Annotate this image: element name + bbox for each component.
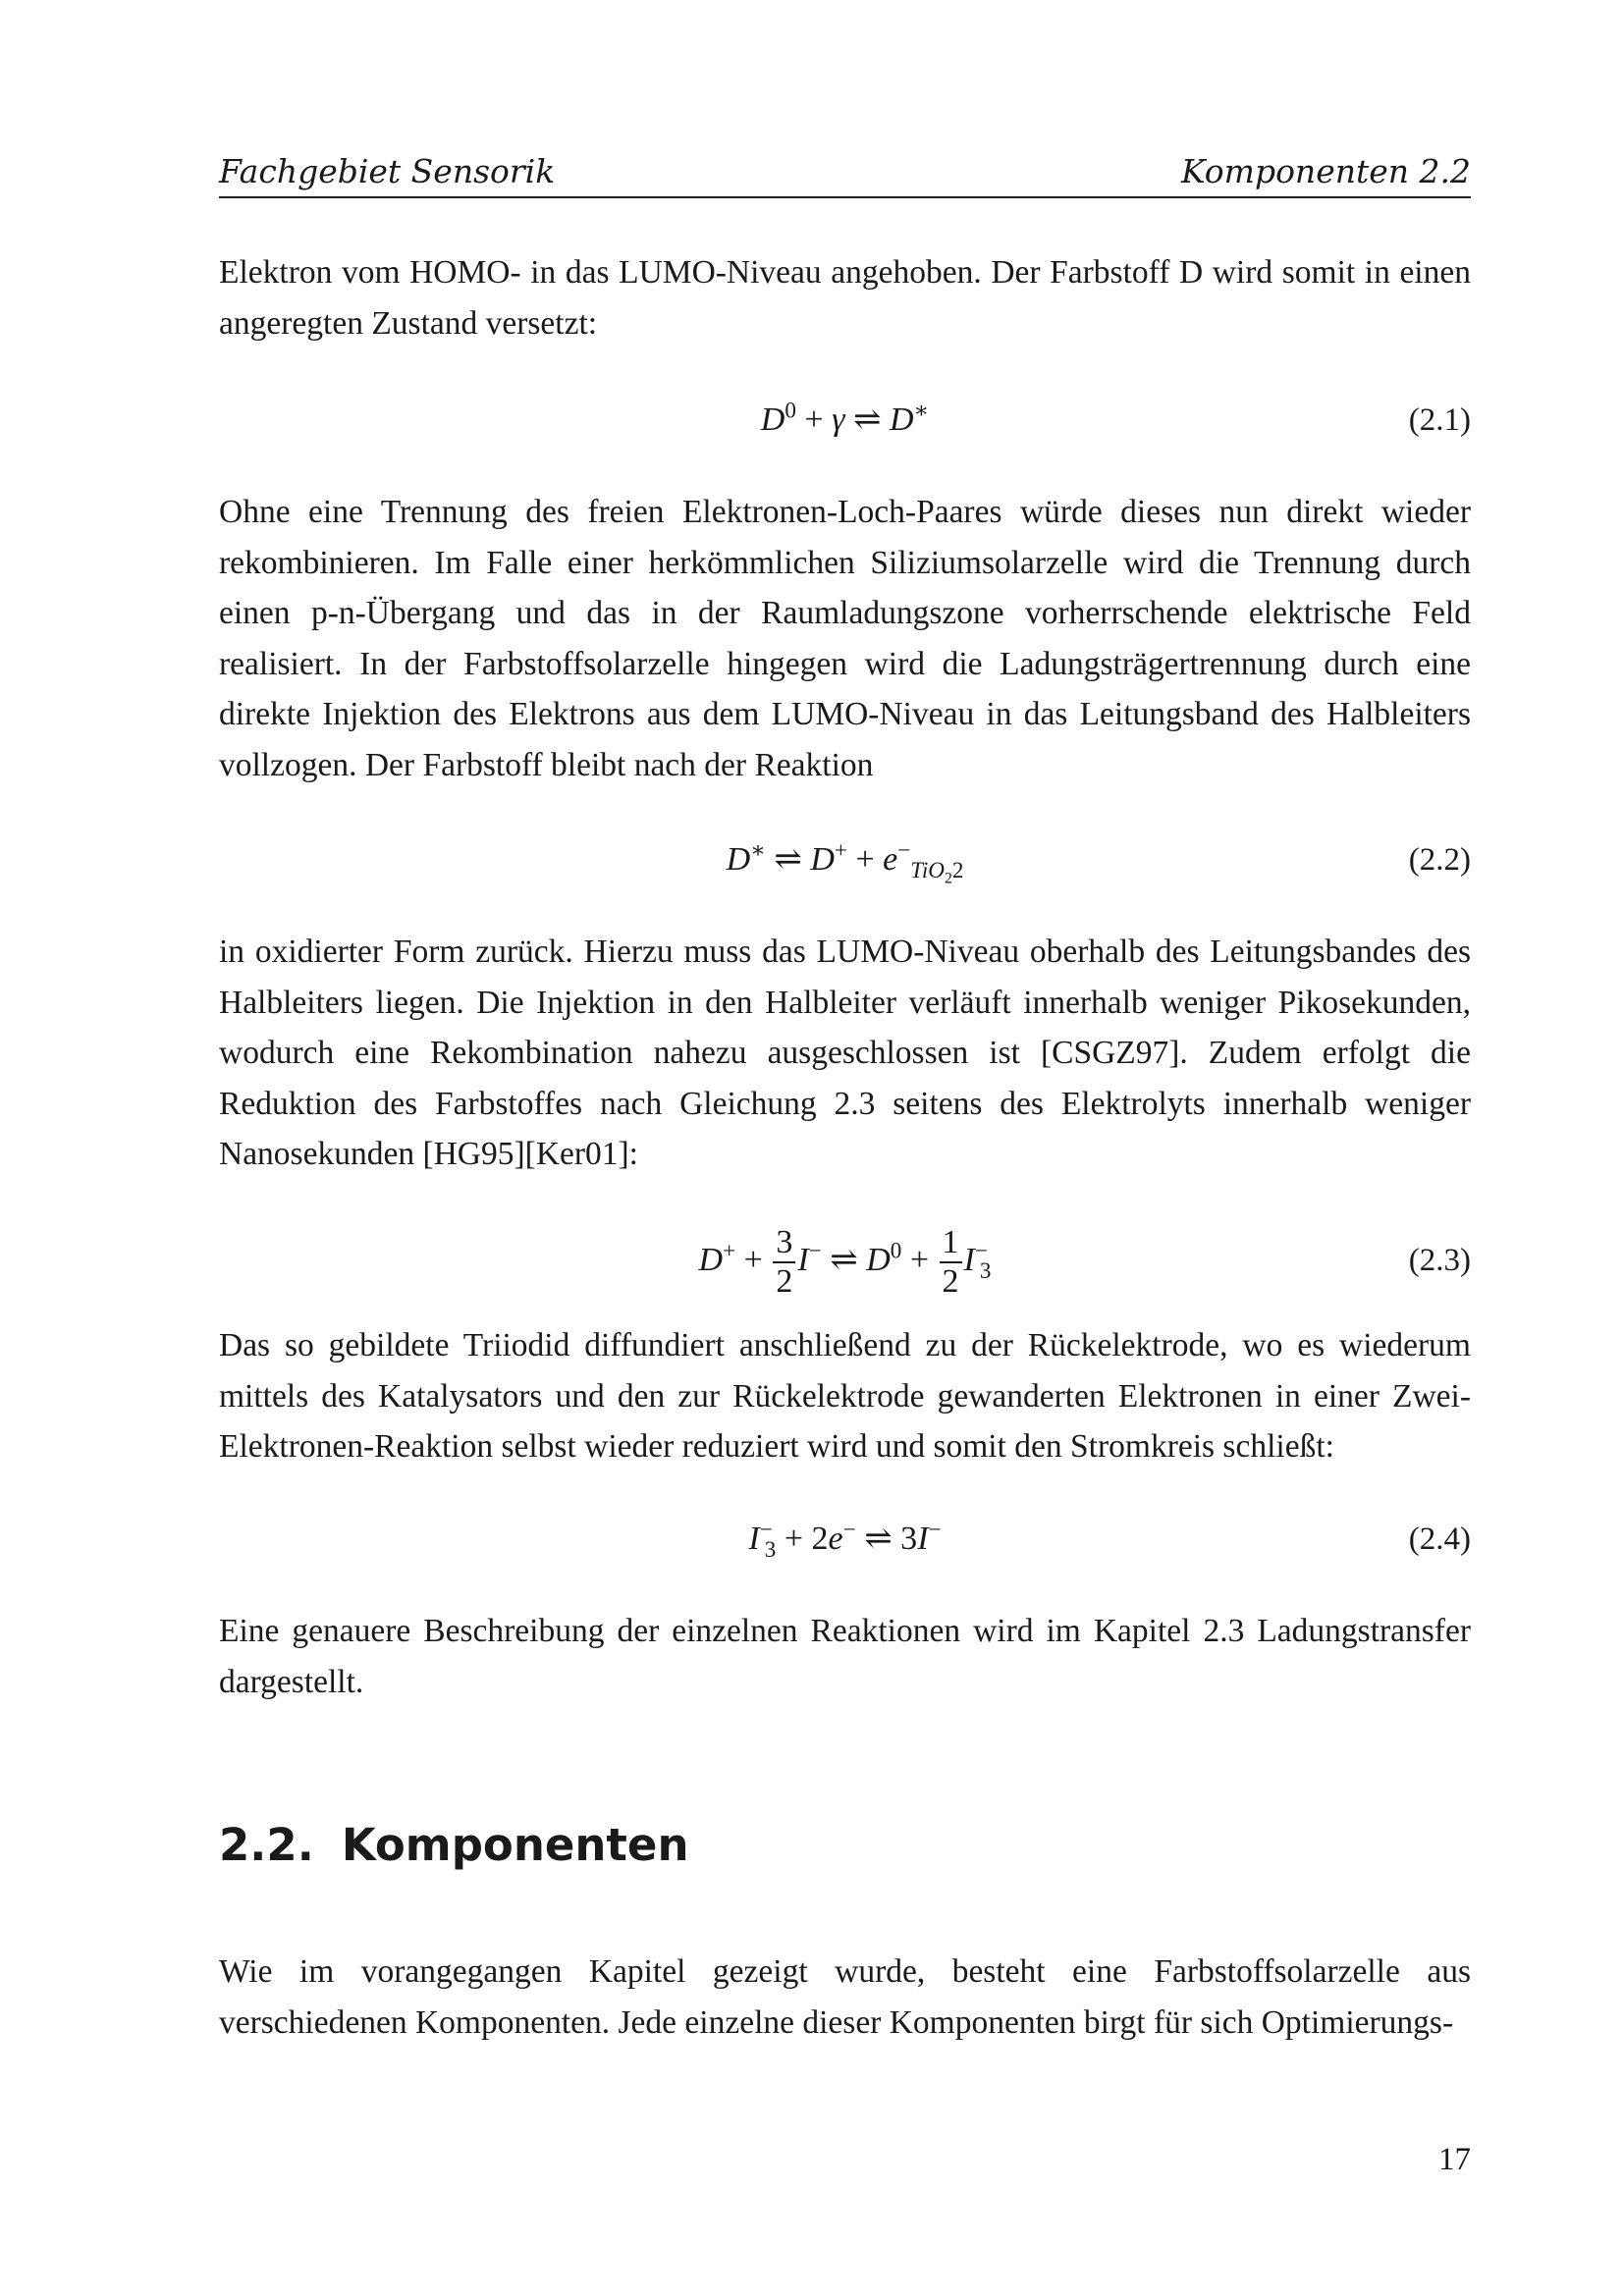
equation-2-3-formula: D+ + $\frac{3}{2}$ I− ⇌ $D^0$ + $\frac{1}{2}$ $I^-_3$ — [698, 1224, 992, 1301]
equation-2-4 — [219, 1510, 1471, 1569]
section-number: 2.2. — [219, 1819, 314, 1871]
paragraph-6: Wie im vorangegangen Kapitel gezeigt wurde, besteht eine Farbstoffsolarzelle aus verschiedenen Komponenten. Jede einzelne dieser Komponenten birgt für sich Optimierungs- — [219, 1953, 1471, 2041]
equation-2-4-formula: $I^-_3 + 2e^-$ ⇌ 3I− — [748, 1517, 942, 1563]
fraction-three-halves: $\frac{3}{2}$ — [773, 1226, 795, 1299]
equation-2-1-formula: $D^0 + \gamma$ ⇌ D∗ — [760, 398, 930, 438]
running-header — [219, 147, 1471, 196]
header-right: Komponenten 2.2 — [1181, 152, 1471, 190]
page-number: 17 — [1438, 2142, 1471, 2177]
equation-2-1-number: (2.1) — [1408, 402, 1471, 438]
section-heading — [219, 1816, 688, 1875]
header-left: Fachgebiet Sensorik — [219, 152, 556, 190]
equation-2-3 — [219, 1221, 1471, 1300]
paragraph-5: Eine genauere Beschreibung der einzelnen Reaktionen wird im Kapitel 2.3 Ladungstransfer dargestellt. — [219, 1613, 1471, 1700]
equation-2-1 — [219, 391, 1471, 450]
paragraph-3: in oxidierter Form zurück. Hierzu muss das LUMO-Niveau oberhalb des Leitungsbandes des Halbleiters liegen. Die Injektion in den Halbleiter verläuft innerhalb weniger Pikosekunden, wodurch eine Rekombination nahezu ausgeschlossen ist [CSGZ97]. Zudem erfolgt die Reduktion des Farbstoffes nach Gleichung 2.3 seitens des Elektrolyts innerhalb weniger Nanosekunden [HG95][Ker01]: — [219, 934, 1471, 1172]
equation-2-2 — [219, 830, 1471, 889]
fraction-one-half: $\frac{1}{2}$ — [940, 1226, 962, 1299]
equation-2-4-number: (2.4) — [1408, 1522, 1471, 1557]
paragraph-1: Elektron vom HOMO- in das LUMO-Niveau angehoben. Der Farbstoff D wird somit in einen angeregten Zustand versetzt: — [219, 254, 1471, 342]
equation-2-2-formula: D∗ ⇌ $D^+ + e^-_{TiO_22}$ — [726, 837, 964, 887]
equation-2-3-number: (2.3) — [1408, 1243, 1471, 1278]
paragraph-4: Das so gebildete Triiodid diffundiert anschließend zu der Rückelektrode, wo es wiederum mittels des Katalysators und den zur Rückelektrode gewanderten Elektronen in einer Zwei-Elektronen-Reaktion selbst wieder reduziert wird und somit den Stromkreis schließt: — [219, 1327, 1471, 1465]
header-rule — [219, 196, 1471, 198]
section-title: Komponenten — [341, 1819, 689, 1871]
equation-2-2-number: (2.2) — [1408, 842, 1471, 878]
paragraph-2: Ohne eine Trennung des freien Elektronen-Loch-Paares würde dieses nun direkt wieder rekombinieren. Im Falle einer herkömmlichen Siliziumsolarzelle wird die Trennung durch einen p-n-Übergang und das in der Raumladungszone vorherrschende elektrische Feld realisiert. In der Farbstoffsolarzelle hingegen wird die Ladungsträgertrennung durch eine direkte Injektion des Elektrons aus dem LUMO-Niveau in das Leitungsband des Halbleiters vollzogen. Der Farbstoff bleibt nach der Reaktion — [219, 494, 1471, 783]
